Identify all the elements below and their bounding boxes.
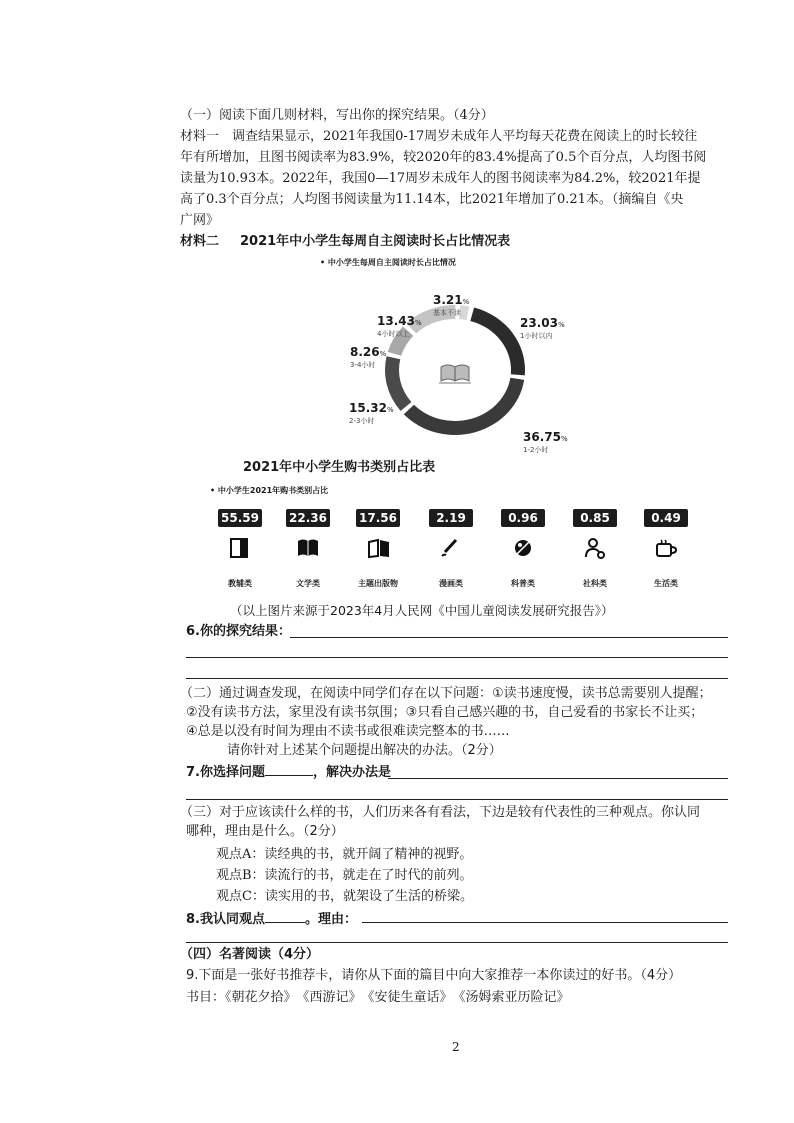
donut-chart-title: • 中小学生每周自主阅读时长占比情况 (320, 258, 456, 267)
q8-answer-line-1[interactable] (362, 922, 728, 923)
bar-value-4: 0.96 (501, 509, 545, 527)
view-b: 观点B：读流行的书，就走在了时代的前列。 (216, 868, 473, 883)
q8-prefix: 8.我认同观点 (186, 912, 265, 927)
person-icon (583, 537, 607, 559)
q7-answer-line-1[interactable] (388, 778, 728, 779)
q9-prompt: 9.下面是一张好书推荐卡，请你从下面的篇目中向大家推荐一本你读过的好书。（4分） (186, 968, 682, 983)
material1-line-4: 高了0.3个百分点；人均图书阅读量为11.14本，比2021年增加了0.21本。（摘编自《央 (180, 192, 684, 207)
material1-line-5: 广网》 (180, 213, 220, 228)
category-label-3: 漫画类 (439, 579, 463, 588)
section2-line-3: ④总是以没有时间为理由不读书或很难读完整本的书…… (186, 724, 510, 739)
literature-book-icon (296, 537, 320, 559)
workbook-icon (228, 537, 252, 559)
section4-heading: （四）名著阅读（4分） (180, 947, 320, 962)
q8-row (186, 908, 357, 930)
page-number: 2 (452, 1040, 460, 1054)
pen-icon (438, 537, 462, 559)
q6-answer-line-3[interactable] (186, 678, 728, 679)
section2-instruction: 请你针对上述某个问题提出解决的办法。（2分） (227, 743, 502, 758)
bar-value-1: 22.36 (286, 509, 330, 527)
q7-answer-line-2[interactable] (186, 799, 728, 800)
q7-problem-blank[interactable] (265, 761, 313, 776)
book-icon (439, 365, 471, 383)
section3-line-2: 哪种，理由是什么。（2分） (186, 824, 344, 839)
view-a: 观点A：读经典的书，就开阔了精神的视野。 (216, 847, 473, 862)
material1-line-1: 材料一 调查结果显示，2021年我国0-17周岁未成年人平均每天花费在阅读上的时长较往 (180, 129, 698, 144)
material2-title: 2021年中小学生每周自主阅读时长占比情况表 (240, 234, 511, 249)
book-list: 书目：《朝花夕拾》 《西游记》 《安徒生童话》 《汤姆索亚历险记》 (186, 990, 570, 1005)
q7-middle: ，解决办法是 (312, 765, 391, 780)
material1-line-3: 读量为10.93本。2022年，我国0—17周岁未成年人的图书阅读率为84.2%，较2021年提 (180, 171, 701, 186)
category-label-4: 科普类 (511, 579, 535, 588)
material2-label: 材料二 (180, 234, 220, 249)
material1-line-2: 年有所增加，且图书阅读率为83.9%，较2020年的83.4%提高了0.5个百分点，人均图书阅 (180, 150, 707, 165)
source-note: （以上图片来源于2023年4月人民网《中国儿童阅读发展研究报告》） (230, 603, 614, 618)
category-label-0: 教辅类 (228, 579, 252, 588)
purchase-chart-heading: 2021年中小学生购书类别占比表 (243, 460, 436, 475)
slice-label-3: 15.32% 2-3小时 (349, 401, 394, 425)
q8-answer-line-2[interactable] (186, 942, 728, 943)
slice-label-5: 13.43% 4小时以上 (377, 314, 422, 338)
category-label-1: 文学类 (296, 579, 320, 588)
donut-slice-1 (470, 307, 525, 375)
section1-heading: （一）阅读下面几则材料，写出你的探究结果。（4分） (180, 108, 494, 123)
slice-label-4: 8.26% 3-4小时 (350, 345, 387, 369)
q8-view-blank[interactable] (265, 908, 305, 923)
category-label-5: 社科类 (583, 579, 607, 588)
bar-value-5: 0.85 (573, 509, 617, 527)
slice-label-2: 36.75% 1-2小时 (523, 430, 568, 454)
cup-icon (654, 537, 678, 559)
bar-value-3: 2.19 (429, 509, 473, 527)
bar-value-0: 55.59 (218, 509, 262, 527)
section3-line-1: （三）对于应该读什么样的书，人们历来各有看法，下边是较有代表性的三种观点。你认同 (180, 805, 701, 820)
section2-line-2: ②没有读书方法，家里没有读书氛围；③只看自己感兴趣的书，自己爱看的书家长不让买； (186, 705, 704, 720)
q7-prefix: 7.你选择问题 (186, 765, 265, 780)
section2-line-1: （二）通过调查发现，在阅读中同学们存在以下问题：①读书速度慢，读书总需要别人提醒； (180, 686, 712, 701)
category-label-2: 主题出版物 (358, 579, 398, 588)
q8-middle: 。理由： (304, 912, 357, 927)
bar-value-2: 17.56 (356, 509, 400, 527)
science-icon (511, 537, 535, 559)
q6-label: 6.你的探究结果： (186, 624, 291, 639)
donut-slice-2 (404, 378, 524, 435)
purchase-chart-title: • 中小学生2021年购书类别占比 (210, 486, 329, 495)
open-book-icon (367, 537, 391, 559)
q6-answer-line-2[interactable] (186, 657, 728, 658)
q7-row (186, 761, 391, 783)
slice-label-0: 3.21% 基本不读 (433, 293, 470, 317)
slice-label-1: 23.03% 1小时以内 (520, 316, 565, 340)
bar-value-6: 0.49 (644, 509, 688, 527)
category-label-6: 生活类 (654, 579, 678, 588)
view-c: 观点C：读实用的书，就架设了生活的桥梁。 (216, 889, 473, 904)
q6-answer-line-1[interactable] (290, 637, 728, 638)
